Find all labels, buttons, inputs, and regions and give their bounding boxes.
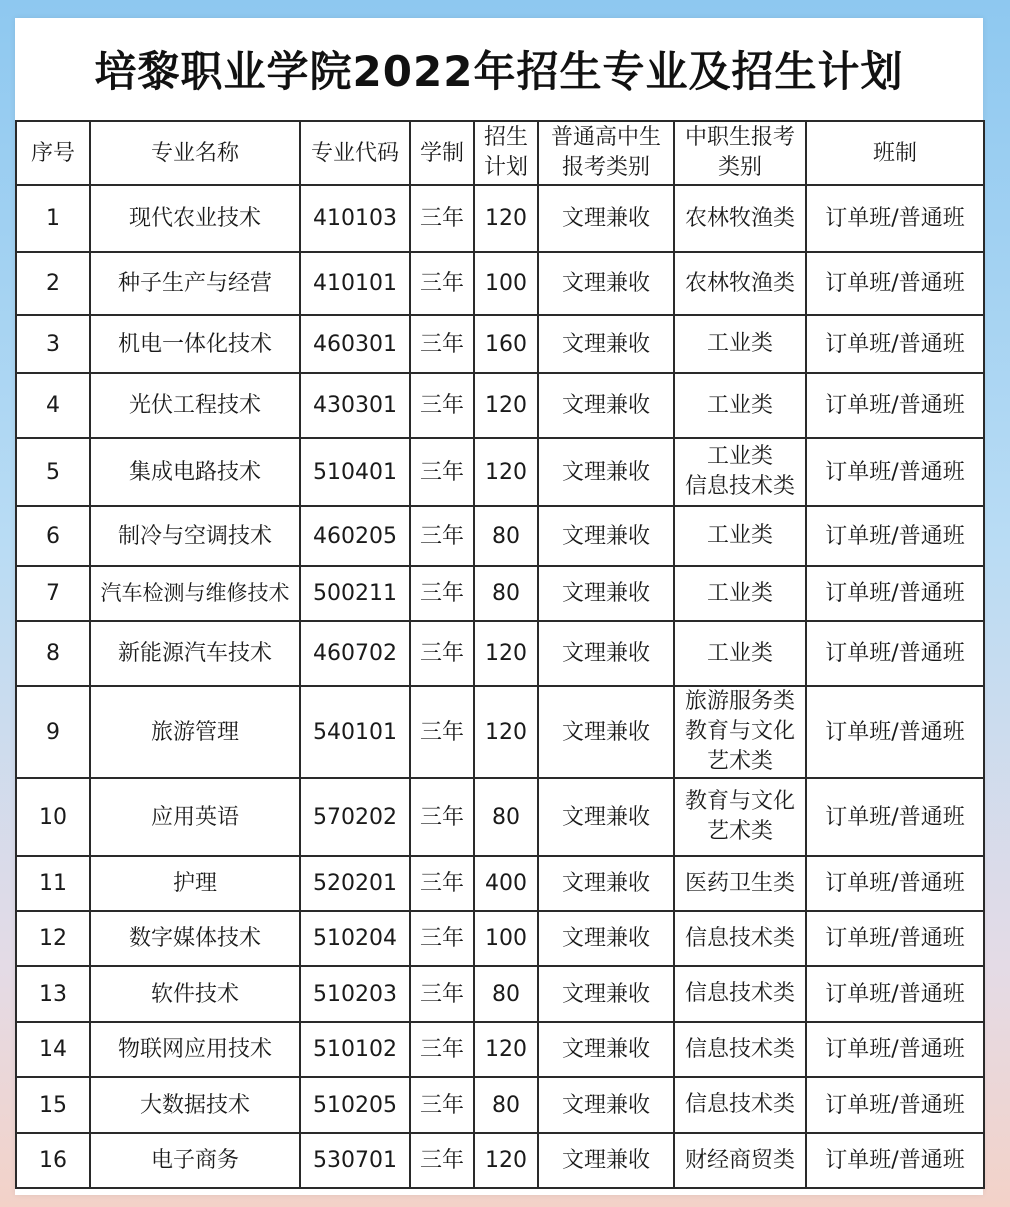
cell-duration: 三年	[410, 1133, 474, 1188]
vocational-category-line: 工业类	[706, 392, 773, 418]
cell-plan: 120	[474, 438, 538, 506]
cell-index: 14	[16, 1022, 90, 1077]
cell-major-code: 510203	[300, 966, 410, 1022]
cell-plan: 100	[474, 911, 538, 966]
vocational-category-line: 财经商贸类	[684, 1147, 795, 1173]
cell-highschool-category: 文理兼收	[538, 621, 674, 686]
table-row	[16, 1022, 984, 1077]
cell-major-code: 510401	[300, 438, 410, 506]
cell-major-code: 460205	[300, 506, 410, 566]
cell-vocational-category	[674, 1133, 806, 1188]
cell-index: 12	[16, 911, 90, 966]
cell-plan: 120	[474, 1022, 538, 1077]
vocational-category-line: 艺术类	[706, 749, 773, 774]
cell-class-type: 订单班/普通班	[806, 1077, 984, 1133]
cell-major-code: 530701	[300, 1133, 410, 1188]
table-row	[16, 621, 984, 686]
vocational-category-line: 教育与文化	[684, 789, 795, 814]
cell-major-code: 540101	[300, 686, 410, 778]
cell-major-name: 物联网应用技术	[90, 1022, 300, 1077]
table-row	[16, 856, 984, 911]
cell-plan: 120	[474, 185, 538, 252]
cell-index: 13	[16, 966, 90, 1022]
cell-class-type: 订单班/普通班	[806, 1133, 984, 1188]
vocational-category-line: 信息技术类	[684, 1036, 795, 1062]
cell-major-name: 光伏工程技术	[90, 373, 300, 438]
cell-index: 10	[16, 778, 90, 856]
header-code: 专业代码	[300, 121, 410, 185]
table-row	[16, 966, 984, 1022]
cell-major-code: 520201	[300, 856, 410, 911]
enrollment-table	[15, 120, 985, 1189]
cell-highschool-category: 文理兼收	[538, 185, 674, 252]
table-row	[16, 506, 984, 566]
vocational-category-line: 信息技术类	[684, 925, 795, 951]
cell-vocational-category	[674, 1077, 806, 1133]
cell-highschool-category: 文理兼收	[538, 856, 674, 911]
cell-plan: 100	[474, 252, 538, 315]
cell-class-type: 订单班/普通班	[806, 252, 984, 315]
cell-major-code: 410101	[300, 252, 410, 315]
cell-major-name: 旅游管理	[90, 686, 300, 778]
header-vocational-category	[674, 121, 806, 185]
cell-vocational-category	[674, 506, 806, 566]
cell-major-code: 500211	[300, 566, 410, 621]
header-hs-line2: 报考类别	[561, 155, 650, 180]
cell-plan: 80	[474, 506, 538, 566]
cell-vocational-category	[674, 911, 806, 966]
cell-plan: 120	[474, 686, 538, 778]
cell-major-code: 570202	[300, 778, 410, 856]
cell-highschool-category: 文理兼收	[538, 438, 674, 506]
cell-index: 3	[16, 315, 90, 373]
cell-vocational-category	[674, 566, 806, 621]
cell-duration: 三年	[410, 778, 474, 856]
cell-class-type: 订单班/普通班	[806, 966, 984, 1022]
header-class: 班制	[806, 121, 984, 185]
cell-plan: 80	[474, 966, 538, 1022]
cell-major-name: 集成电路技术	[90, 438, 300, 506]
cell-highschool-category: 文理兼收	[538, 1133, 674, 1188]
cell-duration: 三年	[410, 686, 474, 778]
cell-vocational-category	[674, 438, 806, 506]
table-row	[16, 252, 984, 315]
cell-index: 8	[16, 621, 90, 686]
cell-highschool-category: 文理兼收	[538, 252, 674, 315]
vocational-category-line: 工业类	[706, 523, 773, 548]
cell-index: 15	[16, 1077, 90, 1133]
cell-plan: 120	[474, 1133, 538, 1188]
cell-plan: 80	[474, 1077, 538, 1133]
cell-index: 11	[16, 856, 90, 911]
table-row	[16, 566, 984, 621]
cell-plan: 120	[474, 373, 538, 438]
cell-class-type: 订单班/普通班	[806, 438, 984, 506]
cell-plan: 160	[474, 315, 538, 373]
cell-duration: 三年	[410, 1077, 474, 1133]
cell-index: 16	[16, 1133, 90, 1188]
cell-duration: 三年	[410, 252, 474, 315]
cell-class-type: 订单班/普通班	[806, 856, 984, 911]
cell-major-name: 护理	[90, 856, 300, 911]
table-body	[16, 185, 984, 1188]
cell-class-type: 订单班/普通班	[806, 185, 984, 252]
header-duration: 学制	[410, 121, 474, 185]
cell-class-type: 订单班/普通班	[806, 621, 984, 686]
header-hs-line1: 普通高中生	[550, 125, 661, 150]
cell-index: 7	[16, 566, 90, 621]
cell-highschool-category: 文理兼收	[538, 778, 674, 856]
cell-highschool-category: 文理兼收	[538, 506, 674, 566]
cell-duration: 三年	[410, 373, 474, 438]
vocational-category-line: 工业类	[706, 331, 773, 356]
cell-duration: 三年	[410, 1022, 474, 1077]
vocational-category-line: 艺术类	[706, 819, 773, 844]
cell-vocational-category	[674, 778, 806, 856]
table-row	[16, 185, 984, 252]
cell-index: 6	[16, 506, 90, 566]
cell-major-code: 510204	[300, 911, 410, 966]
vocational-category-line: 信息技术类	[684, 1092, 795, 1117]
table-row	[16, 438, 984, 506]
cell-vocational-category	[674, 686, 806, 778]
header-plan-line1: 招生	[483, 125, 528, 150]
cell-major-name: 机电一体化技术	[90, 315, 300, 373]
cell-class-type: 订单班/普通班	[806, 566, 984, 621]
cell-index: 9	[16, 686, 90, 778]
cell-index: 4	[16, 373, 90, 438]
header-vs-line2: 类别	[717, 155, 762, 180]
cell-major-name: 现代农业技术	[90, 185, 300, 252]
header-highschool-category	[538, 121, 674, 185]
table-row	[16, 686, 984, 778]
cell-index: 5	[16, 438, 90, 506]
cell-major-name: 种子生产与经营	[90, 252, 300, 315]
cell-plan: 80	[474, 566, 538, 621]
cell-vocational-category	[674, 856, 806, 911]
cell-major-name: 软件技术	[90, 966, 300, 1022]
cell-major-code: 510102	[300, 1022, 410, 1077]
cell-class-type: 订单班/普通班	[806, 778, 984, 856]
header-plan	[474, 121, 538, 185]
vocational-category-line: 旅游服务类	[684, 689, 795, 714]
cell-class-type: 订单班/普通班	[806, 315, 984, 373]
cell-vocational-category	[674, 621, 806, 686]
cell-vocational-category	[674, 373, 806, 438]
document-title: 培黎职业学院2022年招生专业及招生计划	[94, 47, 904, 96]
cell-highschool-category: 文理兼收	[538, 1077, 674, 1133]
cell-highschool-category: 文理兼收	[538, 911, 674, 966]
enrollment-document	[15, 18, 983, 1195]
cell-duration: 三年	[410, 621, 474, 686]
cell-major-code: 430301	[300, 373, 410, 438]
cell-major-code: 510205	[300, 1077, 410, 1133]
vocational-category-line: 信息技术类	[684, 981, 795, 1006]
vocational-category-line: 教育与文化	[684, 719, 795, 744]
header-row	[16, 121, 984, 185]
cell-duration: 三年	[410, 566, 474, 621]
cell-plan: 400	[474, 856, 538, 911]
cell-duration: 三年	[410, 438, 474, 506]
cell-highschool-category: 文理兼收	[538, 1022, 674, 1077]
cell-index: 1	[16, 185, 90, 252]
cell-vocational-category	[674, 252, 806, 315]
table-row	[16, 911, 984, 966]
vocational-category-line: 工业类	[706, 444, 773, 469]
cell-class-type: 订单班/普通班	[806, 911, 984, 966]
cell-major-name: 电子商务	[90, 1133, 300, 1188]
cell-duration: 三年	[410, 185, 474, 252]
cell-class-type: 订单班/普通班	[806, 506, 984, 566]
cell-class-type: 订单班/普通班	[806, 686, 984, 778]
table-row	[16, 1133, 984, 1188]
cell-major-name: 汽车检测与维修技术	[90, 566, 300, 621]
cell-duration: 三年	[410, 911, 474, 966]
table-row	[16, 315, 984, 373]
header-name: 专业名称	[90, 121, 300, 185]
cell-plan: 80	[474, 778, 538, 856]
cell-plan: 120	[474, 621, 538, 686]
cell-major-code: 460702	[300, 621, 410, 686]
cell-major-name: 新能源汽车技术	[90, 621, 300, 686]
vocational-category-line: 信息技术类	[684, 474, 795, 499]
table-row	[16, 1077, 984, 1133]
cell-class-type: 订单班/普通班	[806, 373, 984, 438]
header-vs-line1: 中职生报考	[684, 125, 795, 150]
cell-highschool-category: 文理兼收	[538, 315, 674, 373]
vocational-category-line: 农林牧渔类	[684, 270, 795, 296]
cell-major-code: 460301	[300, 315, 410, 373]
table-row	[16, 373, 984, 438]
vocational-category-line: 医药卫生类	[684, 870, 795, 896]
cell-major-code: 410103	[300, 185, 410, 252]
vocational-category-line: 农林牧渔类	[684, 205, 795, 231]
cell-duration: 三年	[410, 315, 474, 373]
table-row	[16, 778, 984, 856]
vocational-category-line: 工业类	[706, 640, 773, 666]
cell-major-name: 数字媒体技术	[90, 911, 300, 966]
vocational-category-line: 工业类	[706, 580, 773, 606]
cell-vocational-category	[674, 315, 806, 373]
cell-major-name: 应用英语	[90, 778, 300, 856]
cell-duration: 三年	[410, 856, 474, 911]
cell-highschool-category: 文理兼收	[538, 566, 674, 621]
header-index: 序号	[16, 121, 90, 185]
cell-vocational-category	[674, 1022, 806, 1077]
cell-highschool-category: 文理兼收	[538, 966, 674, 1022]
cell-highschool-category: 文理兼收	[538, 686, 674, 778]
cell-duration: 三年	[410, 506, 474, 566]
cell-major-name: 制冷与空调技术	[90, 506, 300, 566]
cell-highschool-category: 文理兼收	[538, 373, 674, 438]
cell-index: 2	[16, 252, 90, 315]
cell-duration: 三年	[410, 966, 474, 1022]
cell-major-name: 大数据技术	[90, 1077, 300, 1133]
cell-vocational-category	[674, 185, 806, 252]
header-plan-line2: 计划	[483, 155, 528, 180]
cell-class-type: 订单班/普通班	[806, 1022, 984, 1077]
cell-vocational-category	[674, 966, 806, 1022]
